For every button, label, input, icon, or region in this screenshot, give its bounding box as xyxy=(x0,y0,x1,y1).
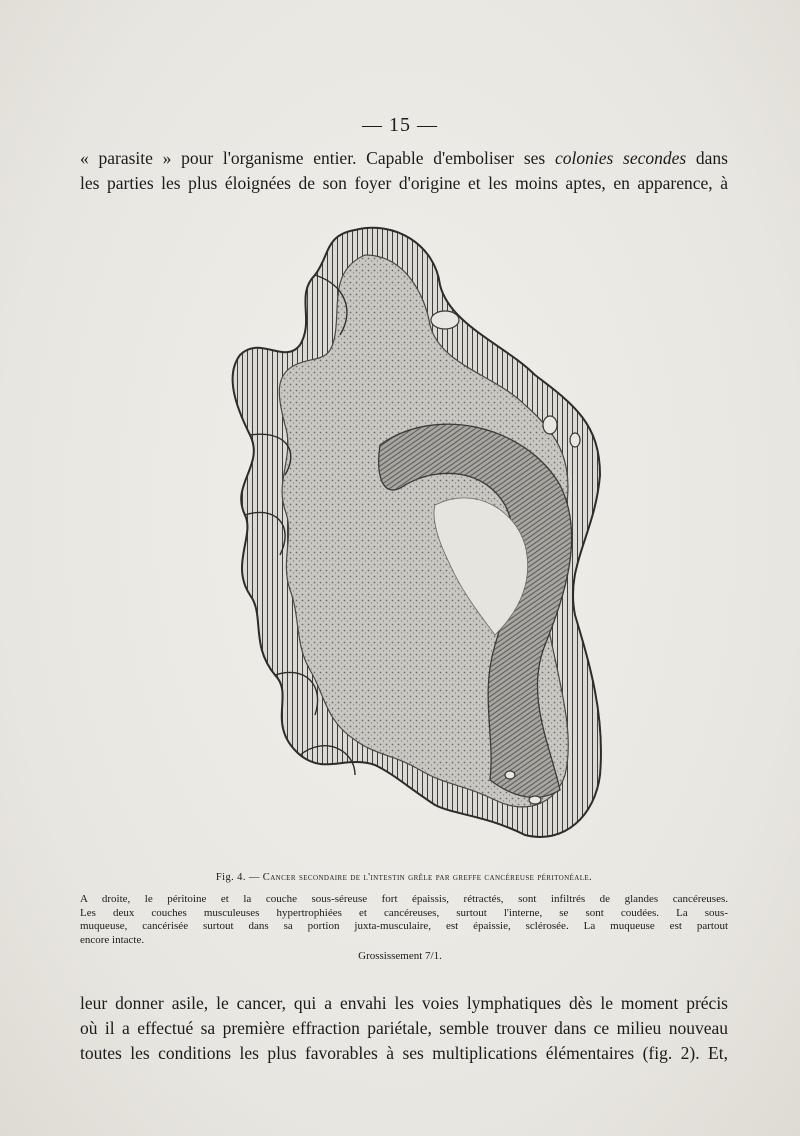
text-line: leur donner asile, le cancer, qui a envahi les voies lymphatiques dès le moment précis xyxy=(80,993,728,1013)
page-number: — 15 — xyxy=(362,114,438,136)
bottom-paragraph xyxy=(80,991,728,1066)
figure-title: Fig. 4. — Cancer secondaire de l'intestin grêle par greffe cancéreuse péritonéale. xyxy=(215,872,593,883)
text-line: où il a effectué sa première effraction pariétale, semble trouver dans ce milieu nouveau xyxy=(80,1018,728,1038)
caption-line: muqueuse, cancérisée surtout dans sa portion juxta-musculaire, est épaissie, sclérosée. La muqueuse est partout xyxy=(80,920,728,932)
figure-caption xyxy=(80,893,728,947)
caption-line: encore intacte. xyxy=(80,933,145,946)
caption-line: A droite, le péritoine et la couche sous-séreuse fort épaissis, rétractés, sont infiltrés de glandes cancéreuses. xyxy=(80,893,728,905)
histology-illustration xyxy=(205,215,610,855)
text-line: toutes les conditions les plus favorables à ses multiplications élémentaires (fig. 2). Et, xyxy=(80,1043,728,1063)
caption-line: Les deux couches musculeuses hypertrophiées et cancéreuses, surtout l'interne, se sont coudées. La sous- xyxy=(80,906,728,919)
top-paragraph xyxy=(80,146,728,196)
text-line: « parasite » pour l'organisme entier. Capable d'emboliser ses colonies secondes dans xyxy=(80,148,728,168)
text-line: les parties les plus éloignées de son foyer d'origine et les moins aptes, en apparence, à xyxy=(80,173,728,193)
magnification-note: Grossissement 7/1. xyxy=(358,950,442,962)
